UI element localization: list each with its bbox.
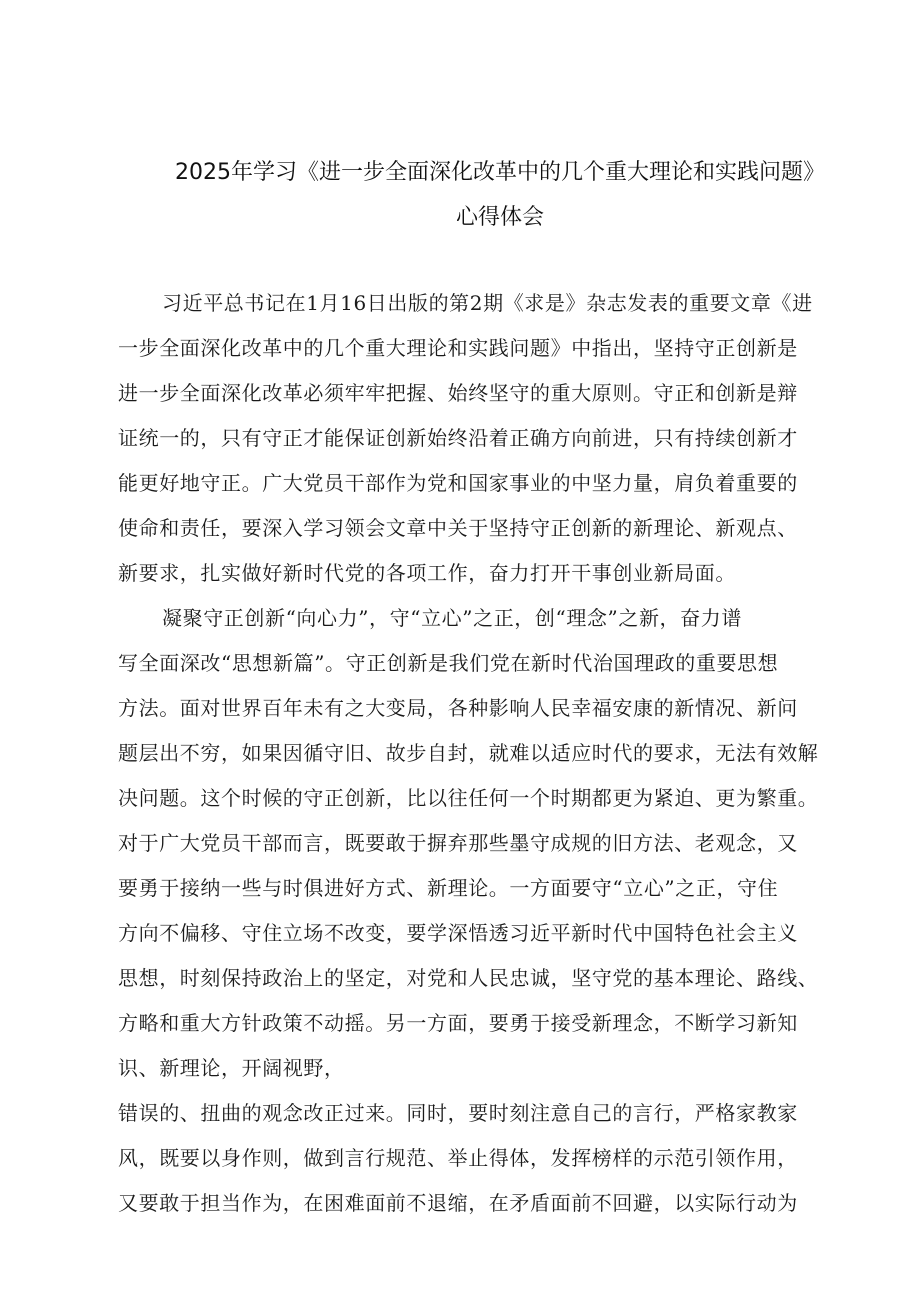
paragraph-line: 一步全面深化改革中的几个重大理论和实践问题》中指出，坚持守正创新是 <box>118 336 798 360</box>
paragraph-line: 又要敢于担当作为，在困难面前不退缩，在矛盾面前不回避，以实际行动为 <box>118 1191 798 1215</box>
paragraph-line: 方略和重大方针政策不动摇。另一方面，要勇于接受新理念，不断学习新知 <box>118 1011 798 1035</box>
paragraph-line: 思想，时刻保持政治上的坚定，对党和人民忠诚，坚守党的基本理论、路线、 <box>118 966 819 990</box>
document-subtitle: 心得体会 <box>455 205 544 230</box>
paragraph-line: 凝聚守正创新“向心力”，守“立心”之正，创“理念”之新，奋力谱 <box>162 606 742 630</box>
paragraph-line: 对于广大党员干部而言，既要敢于摒弃那些墨守成规的旧方法、老观念，又 <box>118 831 798 855</box>
paragraph-line: 决问题。这个时候的守正创新，比以往任何一个时期都更为紧迫、更为繁重。 <box>118 786 819 810</box>
paragraph-line: 风，既要以身作则，做到言行规范、举止得体，发挥榜样的示范引领作用， <box>118 1146 798 1170</box>
paragraph-line: 证统一的，只有守正才能保证创新始终沿着正确方向前进，只有持续创新才 <box>118 426 798 450</box>
paragraph-line: 新要求，扎实做好新时代党的各项工作，奋力打开干事创业新局面。 <box>118 561 736 585</box>
paragraph-line: 方法。面对世界百年未有之大变局，各种影响人民幸福安康的新情况、新问 <box>118 696 798 720</box>
paragraph-line: 错误的、扭曲的观念改正过来。同时，要时刻注意自己的言行，严格家教家 <box>118 1101 798 1125</box>
paragraph-line: 进一步全面深化改革必须牢牢把握、始终坚守的重大原则。守正和创新是辩 <box>118 381 798 405</box>
document-title: 2025年学习《进一步全面深化改革中的几个重大理论和实践问题》 <box>175 160 825 185</box>
paragraph-line: 题层出不穷，如果因循守旧、故步自封，就难以适应时代的要求，无法有效解 <box>118 741 819 765</box>
paragraph-line: 识、新理论，开阔视野， <box>118 1056 345 1080</box>
paragraph-line: 能更好地守正。广大党员干部作为党和国家事业的中坚力量，肩负着重要的 <box>118 471 798 495</box>
paragraph-line: 方向不偏移、守住立场不改变，要学深悟透习近平新时代中国特色社会主义 <box>118 921 798 945</box>
paragraph-line: 习近平总书记在1月16日出版的第2期《求是》杂志发表的重要文章《进 <box>162 291 813 315</box>
paragraph-line: 写全面深改“思想新篇”。守正创新是我们党在新时代治国理政的重要思想 <box>118 651 779 675</box>
paragraph-line: 要勇于接纳一些与时俱进好方式、新理论。一方面要守“立心”之正，守住 <box>118 876 779 900</box>
paragraph-line: 使命和责任，要深入学习领会文章中关于坚持守正创新的新理论、新观点、 <box>118 516 798 540</box>
